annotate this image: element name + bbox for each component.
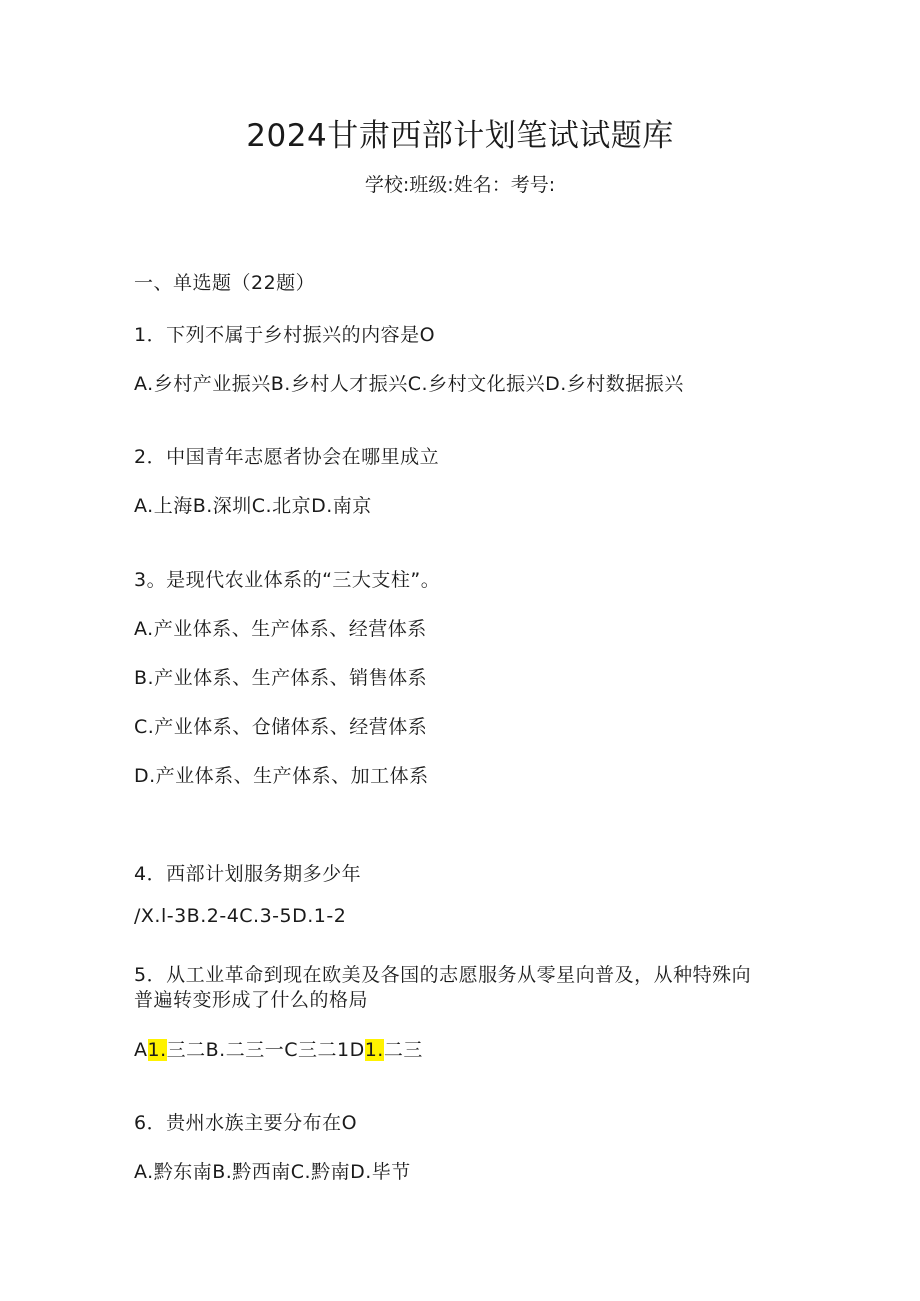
question-5-options [134,1038,423,1062]
question-4-stem: 4．西部计划服务期多少年 [134,863,362,885]
option-text: 二三 [383,1039,423,1061]
question-3-option-b: B.产业体系、生产体系、销售体系 [134,667,428,689]
highlighted-text: 1. [364,1039,384,1061]
question-3-option-c: C.产业体系、仓储体系、经营体系 [134,716,428,738]
question-4-options: /X.l-3B.2-4C.3-5D.1-2 [134,905,347,927]
question-5-stem-line-2: 普遍转变形成了什么的格局 [134,989,369,1011]
question-1-options: A.乡村产业振兴B.乡村人才振兴C.乡村文化振兴D.乡村数据振兴 [134,373,684,395]
question-1-stem: 1．下列不属于乡村振兴的内容是O [134,324,436,346]
highlighted-text: 1. [147,1039,167,1061]
question-5-stem-line-1: 5．从工业革命到现在欧美及各国的志愿服务从零星向普及，从种特殊向 [134,964,752,986]
question-2-options: A.上海B.深圳C.北京D.南京 [134,495,372,517]
question-3-stem: 3。是现代农业体系的“三大支柱”。 [134,569,441,591]
question-3-option-d: D.产业体系、生产体系、加工体系 [134,765,429,787]
section-heading: 一、单选题（22题） [134,272,316,294]
question-6-stem: 6．贵州水族主要分布在O [134,1112,358,1134]
question-6-options: A.黔东南B.黔西南C.黔南D.毕节 [134,1161,411,1183]
question-2-stem: 2．中国青年志愿者协会在哪里成立 [134,446,440,468]
page-title: 2024甘肃西部计划笔试试题库 [246,118,674,154]
option-text: 三二B.二三一C三二1D [166,1039,365,1061]
option-text: A [134,1039,148,1061]
question-3-option-a: A.产业体系、生产体系、经营体系 [134,618,427,640]
student-info-line: 学校:班级:姓名：考号: [364,174,556,196]
